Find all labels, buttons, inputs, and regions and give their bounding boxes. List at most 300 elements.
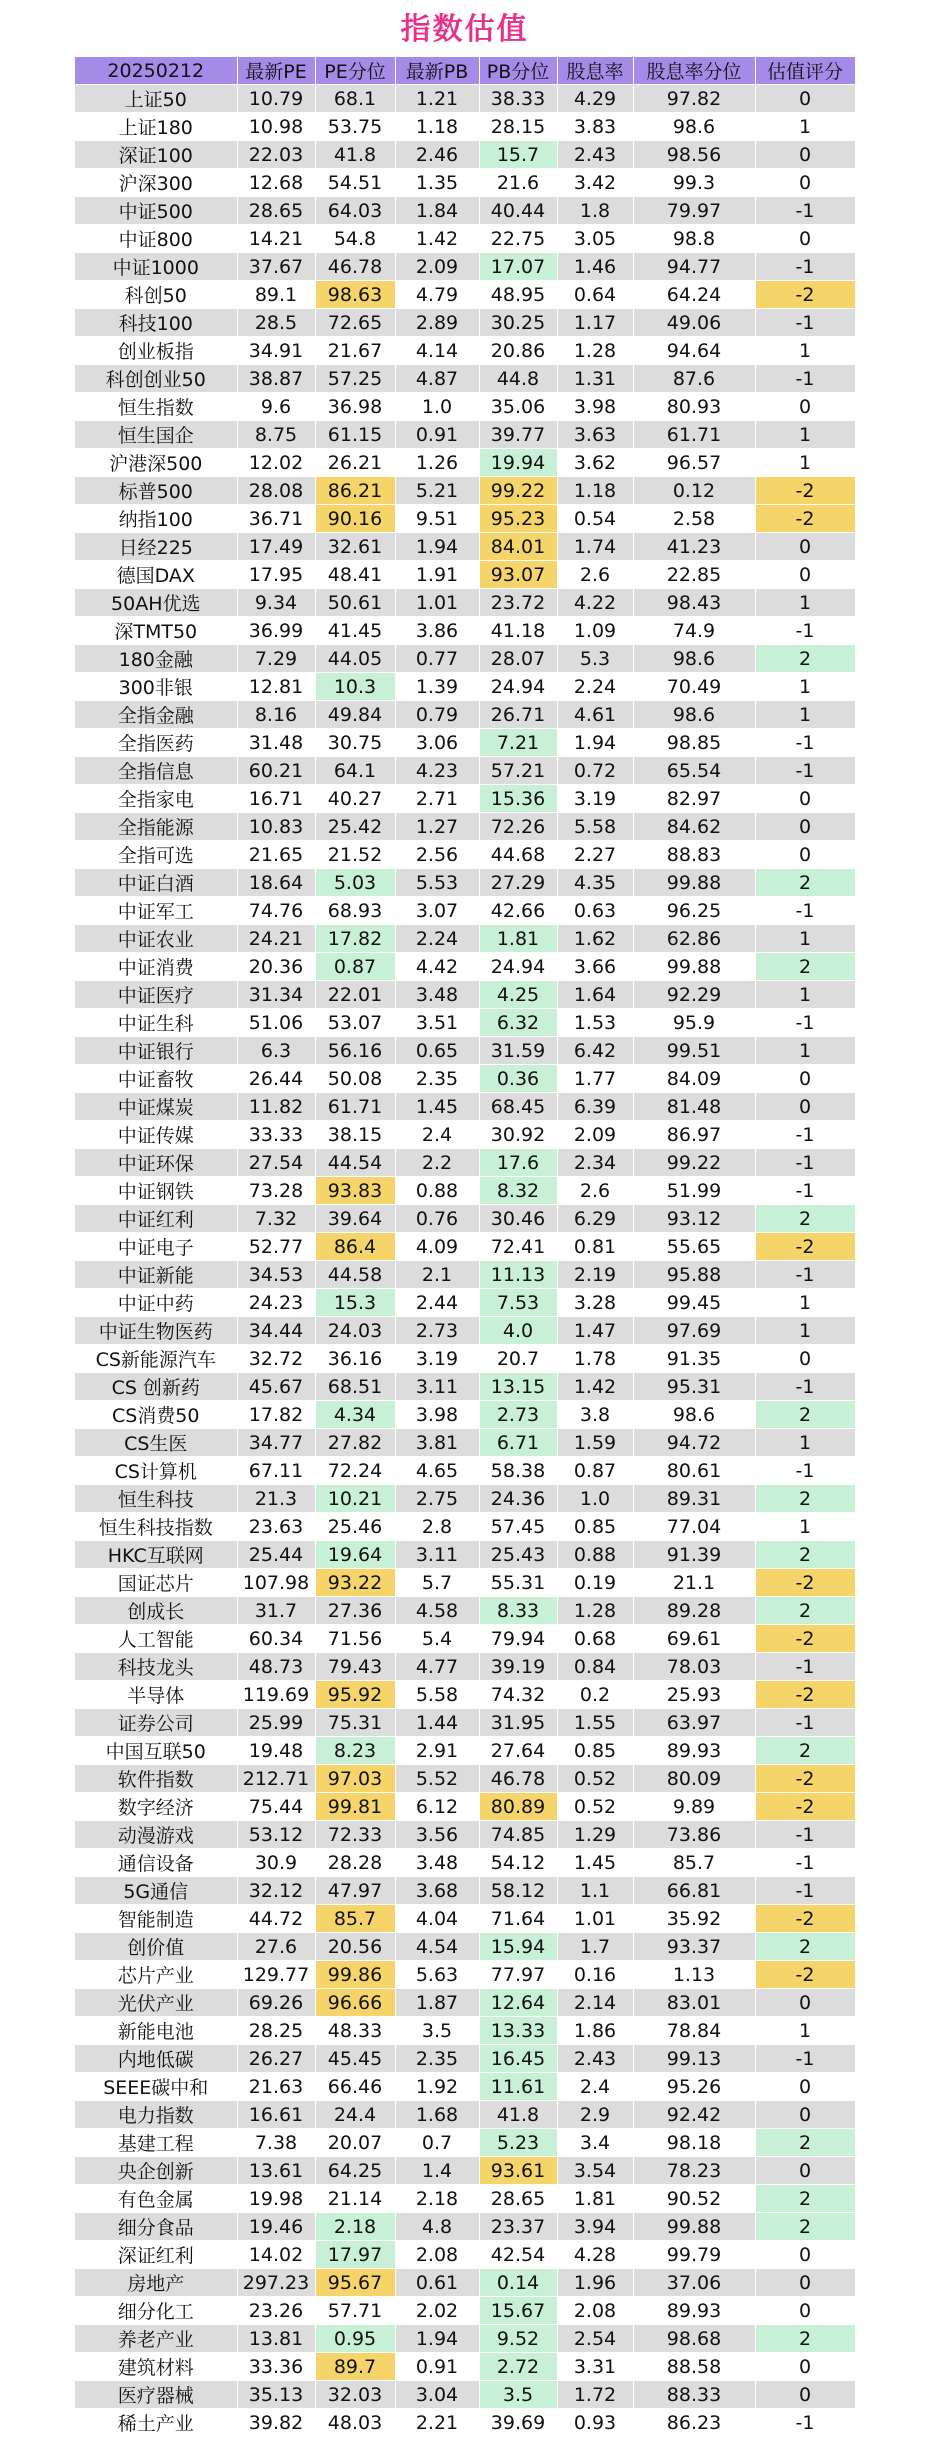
cell-dividend-percentile: 99.13: [633, 2045, 755, 2073]
cell-valuation-score: 1: [755, 701, 855, 729]
cell-pe: 129.77: [237, 1961, 315, 1989]
cell-dividend-yield: 3.83: [557, 113, 633, 141]
cell-pb: 1.94: [395, 2325, 479, 2353]
table-row: [75, 449, 855, 477]
cell-pe-percentile: 26.21: [315, 449, 395, 477]
cell-pe: 36.71: [237, 505, 315, 533]
cell-pe: 33.33: [237, 1121, 315, 1149]
cell-pe-percentile: 41.45: [315, 617, 395, 645]
cell-pb: 3.11: [395, 1373, 479, 1401]
cell-pe-percentile: 64.25: [315, 2157, 395, 2185]
cell-index-name: 人工智能: [75, 1625, 237, 1653]
cell-pb: 4.09: [395, 1233, 479, 1261]
cell-dividend-yield: 3.8: [557, 1401, 633, 1429]
table-row: [75, 2073, 855, 2101]
cell-pb: 3.51: [395, 1009, 479, 1037]
cell-dividend-percentile: 83.01: [633, 1989, 755, 2017]
cell-dividend-percentile: 98.68: [633, 2325, 755, 2353]
cell-pe: 31.48: [237, 729, 315, 757]
cell-pe-percentile: 28.28: [315, 1849, 395, 1877]
cell-dividend-yield: 3.4: [557, 2129, 633, 2157]
cell-index-name: 内地低碳: [75, 2045, 237, 2073]
table-row: [75, 421, 855, 449]
table-row: [75, 813, 855, 841]
table-row: [75, 1485, 855, 1513]
cell-pe-percentile: 72.33: [315, 1821, 395, 1849]
cell-pb: 2.8: [395, 1513, 479, 1541]
cell-dividend-yield: 1.42: [557, 1373, 633, 1401]
cell-pb-percentile: 15.94: [479, 1933, 557, 1961]
cell-dividend-percentile: 70.49: [633, 673, 755, 701]
cell-pb-percentile: 21.6: [479, 169, 557, 197]
cell-dividend-yield: 0.54: [557, 505, 633, 533]
cell-dividend-percentile: 80.09: [633, 1765, 755, 1793]
cell-pe: 27.54: [237, 1149, 315, 1177]
cell-index-name: 中证畜牧: [75, 1065, 237, 1093]
cell-dividend-yield: 3.54: [557, 2157, 633, 2185]
cell-pb-percentile: 20.86: [479, 337, 557, 365]
cell-dividend-yield: 1.74: [557, 533, 633, 561]
cell-dividend-yield: 1.59: [557, 1429, 633, 1457]
cell-index-name: 日经225: [75, 533, 237, 561]
table-row: [75, 1653, 855, 1681]
cell-dividend-percentile: 69.61: [633, 1625, 755, 1653]
cell-valuation-score: 0: [755, 393, 855, 421]
cell-dividend-percentile: 98.6: [633, 1401, 755, 1429]
cell-dividend-percentile: 74.9: [633, 617, 755, 645]
cell-pe: 36.99: [237, 617, 315, 645]
cell-pb-percentile: 74.32: [479, 1681, 557, 1709]
cell-pe: 9.6: [237, 393, 315, 421]
cell-dividend-yield: 2.6: [557, 1177, 633, 1205]
cell-pe: 35.13: [237, 2381, 315, 2409]
cell-pe: 39.82: [237, 2409, 315, 2437]
cell-index-name: 动漫游戏: [75, 1821, 237, 1849]
cell-dividend-yield: 0.2: [557, 1681, 633, 1709]
cell-dividend-yield: 0.16: [557, 1961, 633, 1989]
cell-index-name: 5G通信: [75, 1877, 237, 1905]
cell-valuation-score: 0: [755, 2353, 855, 2381]
cell-pe: 32.12: [237, 1877, 315, 1905]
cell-pe: 7.38: [237, 2129, 315, 2157]
table-row: [75, 617, 855, 645]
cell-pb-percentile: 9.52: [479, 2325, 557, 2353]
cell-dividend-percentile: 1.13: [633, 1961, 755, 1989]
cell-valuation-score: 0: [755, 225, 855, 253]
cell-dividend-percentile: 77.04: [633, 1513, 755, 1541]
cell-pb-percentile: 72.41: [479, 1233, 557, 1261]
cell-dividend-yield: 2.6: [557, 561, 633, 589]
cell-index-name: 中证医疗: [75, 981, 237, 1009]
cell-pb-percentile: 17.6: [479, 1149, 557, 1177]
cell-dividend-yield: 0.81: [557, 1233, 633, 1261]
cell-pb: 1.35: [395, 169, 479, 197]
cell-pe: 32.72: [237, 1345, 315, 1373]
cell-pe-percentile: 27.82: [315, 1429, 395, 1457]
cell-index-name: CS生医: [75, 1429, 237, 1457]
cell-index-name: 180金融: [75, 645, 237, 673]
cell-dividend-yield: 3.66: [557, 953, 633, 981]
cell-index-name: 创成长: [75, 1597, 237, 1625]
cell-valuation-score: 0: [755, 785, 855, 813]
cell-pe-percentile: 40.27: [315, 785, 395, 813]
cell-pb-percentile: 17.07: [479, 253, 557, 281]
header-pe-percentile: PE分位: [315, 57, 395, 85]
cell-dividend-percentile: 99.51: [633, 1037, 755, 1065]
cell-valuation-score: -1: [755, 1457, 855, 1485]
cell-index-name: 沪港深500: [75, 449, 237, 477]
cell-index-name: 半导体: [75, 1681, 237, 1709]
cell-valuation-score: 0: [755, 2241, 855, 2269]
cell-dividend-percentile: 94.77: [633, 253, 755, 281]
cell-valuation-score: 1: [755, 449, 855, 477]
cell-pb: 2.18: [395, 2185, 479, 2213]
cell-index-name: 中证环保: [75, 1149, 237, 1177]
cell-index-name: 标普500: [75, 477, 237, 505]
cell-pb-percentile: 46.78: [479, 1765, 557, 1793]
table-row: [75, 701, 855, 729]
cell-pb-percentile: 44.8: [479, 365, 557, 393]
cell-pb-percentile: 5.23: [479, 2129, 557, 2157]
cell-pb-percentile: 0.36: [479, 1065, 557, 1093]
cell-pb: 1.68: [395, 2101, 479, 2129]
cell-pe-percentile: 61.15: [315, 421, 395, 449]
cell-pb-percentile: 27.29: [479, 869, 557, 897]
cell-valuation-score: 1: [755, 337, 855, 365]
cell-pb-percentile: 39.77: [479, 421, 557, 449]
cell-valuation-score: -1: [755, 617, 855, 645]
table-row: [75, 2045, 855, 2073]
cell-pe-percentile: 48.41: [315, 561, 395, 589]
cell-dividend-percentile: 98.18: [633, 2129, 755, 2157]
cell-pb-percentile: 4.25: [479, 981, 557, 1009]
cell-pb-percentile: 72.26: [479, 813, 557, 841]
table-row: [75, 1821, 855, 1849]
cell-pb-percentile: 23.72: [479, 589, 557, 617]
cell-pe-percentile: 64.03: [315, 197, 395, 225]
cell-dividend-yield: 1.77: [557, 1065, 633, 1093]
cell-dividend-yield: 2.24: [557, 673, 633, 701]
cell-valuation-score: -1: [755, 309, 855, 337]
cell-dividend-yield: 2.9: [557, 2101, 633, 2129]
cell-dividend-percentile: 92.29: [633, 981, 755, 1009]
cell-pe: 28.65: [237, 197, 315, 225]
cell-index-name: 有色金属: [75, 2185, 237, 2213]
table-row: [75, 2325, 855, 2353]
cell-valuation-score: 2: [755, 1485, 855, 1513]
cell-pb: 0.76: [395, 1205, 479, 1233]
cell-pe: 53.12: [237, 1821, 315, 1849]
cell-dividend-percentile: 80.61: [633, 1457, 755, 1485]
cell-dividend-yield: 3.05: [557, 225, 633, 253]
cell-valuation-score: 0: [755, 561, 855, 589]
cell-index-name: 全指医药: [75, 729, 237, 757]
table-row: [75, 1429, 855, 1457]
cell-pe-percentile: 99.81: [315, 1793, 395, 1821]
cell-pb-percentile: 58.38: [479, 1457, 557, 1485]
cell-pe-percentile: 90.16: [315, 505, 395, 533]
cell-pb-percentile: 48.95: [479, 281, 557, 309]
cell-dividend-percentile: 87.6: [633, 365, 755, 393]
cell-index-name: 全指能源: [75, 813, 237, 841]
table-row: [75, 1317, 855, 1345]
cell-dividend-percentile: 84.09: [633, 1065, 755, 1093]
cell-index-name: 软件指数: [75, 1765, 237, 1793]
cell-index-name: 科技100: [75, 309, 237, 337]
cell-dividend-yield: 1.8: [557, 197, 633, 225]
cell-pe: 12.81: [237, 673, 315, 701]
table-row: [75, 1149, 855, 1177]
cell-valuation-score: 0: [755, 2381, 855, 2409]
cell-dividend-percentile: 73.86: [633, 1821, 755, 1849]
cell-index-name: 全指家电: [75, 785, 237, 813]
cell-pb: 3.11: [395, 1541, 479, 1569]
cell-pe: 44.72: [237, 1905, 315, 1933]
table-row: [75, 1457, 855, 1485]
cell-index-name: 中证红利: [75, 1205, 237, 1233]
cell-valuation-score: 1: [755, 981, 855, 1009]
cell-dividend-yield: 2.19: [557, 1261, 633, 1289]
cell-pb-percentile: 99.22: [479, 477, 557, 505]
cell-pb-percentile: 31.95: [479, 1709, 557, 1737]
cell-pb: 5.53: [395, 869, 479, 897]
cell-pe: 34.77: [237, 1429, 315, 1457]
cell-pe: 60.21: [237, 757, 315, 785]
cell-dividend-yield: 0.19: [557, 1569, 633, 1597]
cell-pb-percentile: 79.94: [479, 1625, 557, 1653]
cell-index-name: 深证红利: [75, 2241, 237, 2269]
cell-index-name: SEEE碳中和: [75, 2073, 237, 2101]
cell-index-name: 恒生科技: [75, 1485, 237, 1513]
table-row: [75, 1625, 855, 1653]
table-row: [75, 2353, 855, 2381]
cell-pb: 0.88: [395, 1177, 479, 1205]
cell-valuation-score: -1: [755, 1373, 855, 1401]
cell-pe-percentile: 66.46: [315, 2073, 395, 2101]
cell-pb-percentile: 68.45: [479, 1093, 557, 1121]
cell-pe-percentile: 68.51: [315, 1373, 395, 1401]
cell-index-name: 基建工程: [75, 2129, 237, 2157]
cell-pe: 22.03: [237, 141, 315, 169]
cell-dividend-yield: 0.52: [557, 1765, 633, 1793]
header-pb-percentile: PB分位: [479, 57, 557, 85]
table-row: [75, 2409, 855, 2437]
table-row: [75, 1961, 855, 1989]
header-date: 20250212: [75, 57, 237, 85]
table-row: [75, 1737, 855, 1765]
cell-pb: 0.61: [395, 2269, 479, 2297]
cell-valuation-score: 0: [755, 841, 855, 869]
cell-pe: 13.81: [237, 2325, 315, 2353]
cell-pe: 51.06: [237, 1009, 315, 1037]
cell-pe: 48.73: [237, 1653, 315, 1681]
cell-pb: 0.91: [395, 421, 479, 449]
cell-dividend-yield: 2.43: [557, 141, 633, 169]
cell-pb-percentile: 15.7: [479, 141, 557, 169]
cell-index-name: CS 创新药: [75, 1373, 237, 1401]
cell-index-name: 中证农业: [75, 925, 237, 953]
cell-pe: 119.69: [237, 1681, 315, 1709]
cell-valuation-score: -1: [755, 757, 855, 785]
cell-pb: 0.65: [395, 1037, 479, 1065]
cell-pe: 34.44: [237, 1317, 315, 1345]
table-row: [75, 981, 855, 1009]
cell-valuation-score: -1: [755, 1849, 855, 1877]
cell-valuation-score: 2: [755, 2129, 855, 2157]
cell-pb: 1.44: [395, 1709, 479, 1737]
cell-pe-percentile: 86.21: [315, 477, 395, 505]
cell-dividend-percentile: 95.26: [633, 2073, 755, 2101]
table-row: [75, 925, 855, 953]
cell-pb-percentile: 6.71: [479, 1429, 557, 1457]
cell-dividend-yield: 1.53: [557, 1009, 633, 1037]
cell-pe-percentile: 39.64: [315, 1205, 395, 1233]
cell-pe: 212.71: [237, 1765, 315, 1793]
cell-pb-percentile: 38.33: [479, 85, 557, 113]
table-row: [75, 1541, 855, 1569]
cell-valuation-score: 2: [755, 1541, 855, 1569]
cell-valuation-score: -2: [755, 1905, 855, 1933]
cell-pb-percentile: 13.33: [479, 2017, 557, 2045]
cell-pb: 4.42: [395, 953, 479, 981]
cell-dividend-percentile: 98.6: [633, 701, 755, 729]
cell-pb: 5.4: [395, 1625, 479, 1653]
table-row: [75, 2381, 855, 2409]
cell-dividend-percentile: 90.52: [633, 2185, 755, 2213]
cell-index-name: 中证军工: [75, 897, 237, 925]
cell-pe-percentile: 72.24: [315, 1457, 395, 1485]
cell-dividend-yield: 2.27: [557, 841, 633, 869]
cell-dividend-percentile: 95.31: [633, 1373, 755, 1401]
cell-dividend-percentile: 84.62: [633, 813, 755, 841]
cell-pe-percentile: 24.4: [315, 2101, 395, 2129]
cell-dividend-percentile: 99.79: [633, 2241, 755, 2269]
table-row: [75, 2017, 855, 2045]
cell-pb: 1.87: [395, 1989, 479, 2017]
cell-dividend-percentile: 82.97: [633, 785, 755, 813]
cell-pe: 26.27: [237, 2045, 315, 2073]
cell-valuation-score: -1: [755, 1261, 855, 1289]
cell-index-name: 中国互联50: [75, 1737, 237, 1765]
cell-pb-percentile: 26.71: [479, 701, 557, 729]
cell-dividend-yield: 0.52: [557, 1793, 633, 1821]
cell-pe-percentile: 32.03: [315, 2381, 395, 2409]
cell-pb-percentile: 28.15: [479, 113, 557, 141]
cell-pb-percentile: 12.64: [479, 1989, 557, 2017]
cell-pb: 2.56: [395, 841, 479, 869]
table-row: [75, 729, 855, 757]
cell-pb-percentile: 24.94: [479, 953, 557, 981]
cell-valuation-score: -2: [755, 1765, 855, 1793]
cell-pb: 0.91: [395, 2353, 479, 2381]
cell-pe-percentile: 96.66: [315, 1989, 395, 2017]
cell-pe: 21.63: [237, 2073, 315, 2101]
table-row: [75, 197, 855, 225]
cell-pb: 2.02: [395, 2297, 479, 2325]
cell-dividend-percentile: 51.99: [633, 1177, 755, 1205]
cell-pe-percentile: 44.54: [315, 1149, 395, 1177]
cell-pe: 18.64: [237, 869, 315, 897]
cell-dividend-yield: 1.28: [557, 1597, 633, 1625]
cell-pb: 2.35: [395, 2045, 479, 2073]
cell-pe: 67.11: [237, 1457, 315, 1485]
cell-dividend-percentile: 98.85: [633, 729, 755, 757]
cell-index-name: 中证1000: [75, 253, 237, 281]
cell-pb-percentile: 24.94: [479, 673, 557, 701]
cell-pb-percentile: 15.36: [479, 785, 557, 813]
cell-pe-percentile: 95.67: [315, 2269, 395, 2297]
cell-index-name: 芯片产业: [75, 1961, 237, 1989]
cell-valuation-score: 0: [755, 2073, 855, 2101]
cell-pb: 4.14: [395, 337, 479, 365]
cell-pb: 1.91: [395, 561, 479, 589]
cell-dividend-percentile: 99.88: [633, 953, 755, 981]
cell-dividend-yield: 3.98: [557, 393, 633, 421]
cell-pe-percentile: 49.84: [315, 701, 395, 729]
cell-index-name: 光伏产业: [75, 1989, 237, 2017]
cell-pb: 4.65: [395, 1457, 479, 1485]
cell-dividend-percentile: 98.8: [633, 225, 755, 253]
cell-pb-percentile: 15.67: [479, 2297, 557, 2325]
cell-dividend-yield: 2.09: [557, 1121, 633, 1149]
cell-pb-percentile: 28.65: [479, 2185, 557, 2213]
cell-pb: 2.91: [395, 1737, 479, 1765]
cell-index-name: 科创创业50: [75, 365, 237, 393]
cell-pb-percentile: 25.43: [479, 1541, 557, 1569]
cell-pb-percentile: 42.54: [479, 2241, 557, 2269]
cell-index-name: 上证50: [75, 85, 237, 113]
cell-pe-percentile: 57.25: [315, 365, 395, 393]
cell-dividend-percentile: 92.42: [633, 2101, 755, 2129]
table-header: [75, 57, 855, 85]
cell-dividend-percentile: 65.54: [633, 757, 755, 785]
cell-pb-percentile: 7.53: [479, 1289, 557, 1317]
cell-dividend-yield: 2.34: [557, 1149, 633, 1177]
cell-pb: 3.68: [395, 1877, 479, 1905]
cell-dividend-yield: 0.64: [557, 281, 633, 309]
cell-index-name: 中证银行: [75, 1037, 237, 1065]
cell-dividend-yield: 2.43: [557, 2045, 633, 2073]
valuation-table: [75, 57, 856, 2437]
cell-dividend-yield: 0.85: [557, 1513, 633, 1541]
cell-pb-percentile: 84.01: [479, 533, 557, 561]
cell-pe-percentile: 46.78: [315, 253, 395, 281]
cell-index-name: 德国DAX: [75, 561, 237, 589]
cell-pe-percentile: 86.4: [315, 1233, 395, 1261]
cell-valuation-score: -1: [755, 2409, 855, 2437]
cell-index-name: 全指金融: [75, 701, 237, 729]
cell-pb-percentile: 2.72: [479, 2353, 557, 2381]
cell-pe-percentile: 8.23: [315, 1737, 395, 1765]
cell-valuation-score: 1: [755, 1513, 855, 1541]
cell-valuation-score: 2: [755, 1597, 855, 1625]
table-row: [75, 1905, 855, 1933]
cell-dividend-percentile: 86.23: [633, 2409, 755, 2437]
cell-valuation-score: -1: [755, 1821, 855, 1849]
table-row: [75, 2185, 855, 2213]
header-pe: 最新PE: [237, 57, 315, 85]
cell-pb-percentile: 23.37: [479, 2213, 557, 2241]
cell-dividend-yield: 4.35: [557, 869, 633, 897]
cell-pe-percentile: 48.03: [315, 2409, 395, 2437]
cell-index-name: 科创50: [75, 281, 237, 309]
cell-valuation-score: -1: [755, 1709, 855, 1737]
cell-pe: 10.98: [237, 113, 315, 141]
cell-pb: 1.26: [395, 449, 479, 477]
header-valuation-score: 估值评分: [755, 57, 855, 85]
cell-pe: 16.71: [237, 785, 315, 813]
cell-valuation-score: 2: [755, 1401, 855, 1429]
